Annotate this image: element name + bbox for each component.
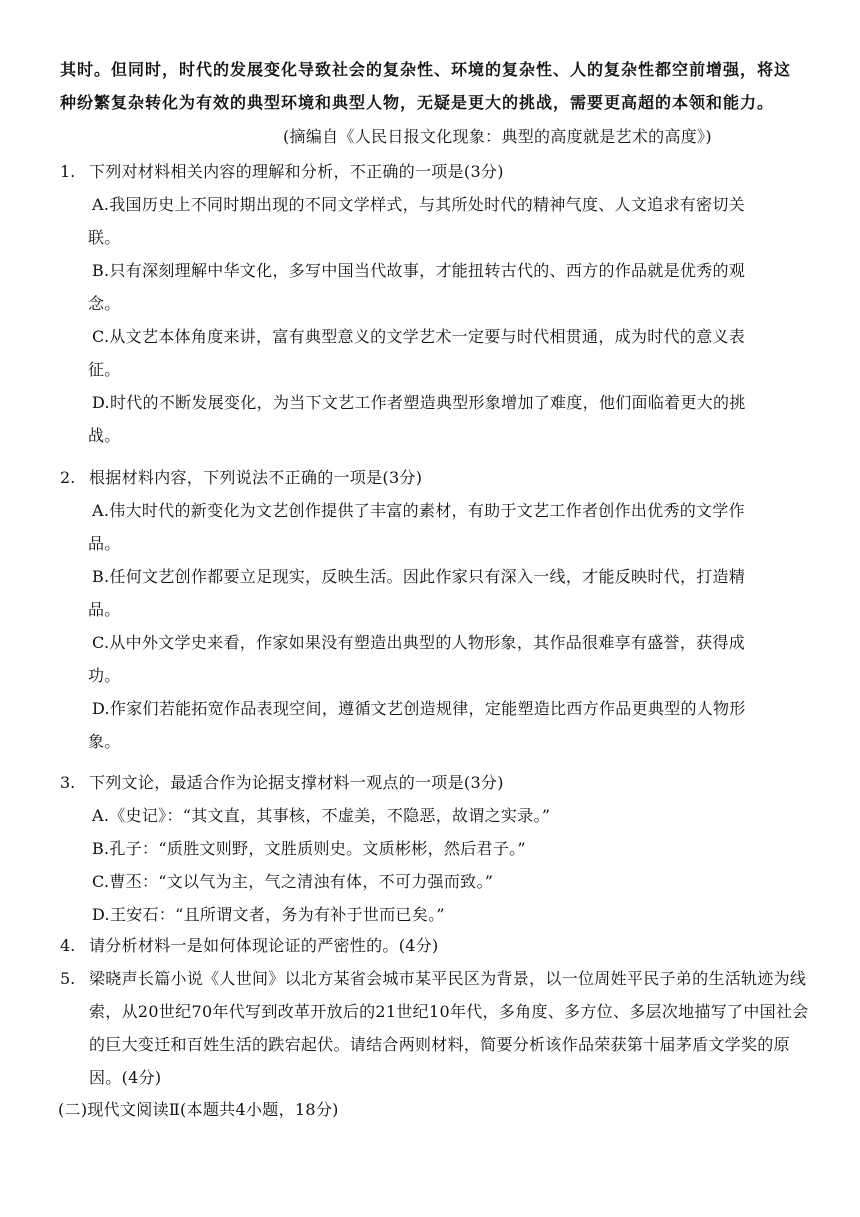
question-3 bbox=[60, 766, 820, 931]
option-d: D.时代的不断发展变化，为当下文艺工作者塑造典型形象增加了难度，他们面临着更大的挑 战。 bbox=[88, 393, 746, 445]
option-c: C.从文艺本体角度来讲，富有典型意义的文学艺术一定要与时代相贯通，成为时代的意义表 征。 bbox=[88, 327, 746, 379]
question-stem: 下列文论，最适合作为论据支撑材料一观点的一项是(3分) bbox=[89, 773, 504, 792]
question-stem: 下列对材料相关内容的理解和分析，不正确的一项是(3分) bbox=[89, 162, 504, 181]
option-b: B.孔子：“质胜文则野，文胜质则史。文质彬彬，然后君子。” bbox=[92, 839, 526, 858]
question-1 bbox=[60, 155, 820, 452]
section-heading: (二)现代文阅读Ⅱ(本题共4小题，18分) bbox=[58, 1100, 339, 1119]
question-number: 4. bbox=[60, 936, 76, 955]
question-number: 1. bbox=[60, 162, 76, 181]
option-a: A.我国历史上不同时期出现的不同文学样式，与其所处时代的精神气度、人文追求有密切关 联。 bbox=[88, 195, 745, 247]
question-stem: 根据材料内容，下列说法不正确的一项是(3分) bbox=[89, 468, 423, 487]
option-c: C.从中外文学史来看，作家如果没有塑造出典型的人物形象，其作品很难享有盛誉，获得成 功。 bbox=[88, 633, 746, 685]
option-b: B.只有深刻理解中华文化，多写中国当代故事，才能扭转古代的、西方的作品就是优秀的观 念。 bbox=[88, 261, 746, 313]
option-d: D.王安石：“且所谓文者，务为有补于世而已矣。” bbox=[92, 905, 445, 924]
question-stem: 请分析材料一是如何体现论证的严密性的。(4分) bbox=[89, 936, 439, 955]
option-b: B.任何文艺创作都要立足现实，反映生活。因此作家只有深入一线，才能反映时代，打造精 品。 bbox=[88, 567, 746, 619]
option-a: A.《史记》：“其文直，其事核，不虚美，不隐恶，故谓之实录。” bbox=[92, 806, 551, 825]
question-5 bbox=[60, 962, 820, 1094]
question-number: 2. bbox=[60, 468, 76, 487]
option-c: C.曹丕：“文以气为主，气之清浊有体，不可力强而致。” bbox=[92, 872, 494, 891]
option-a: A.伟大时代的新变化为文艺创作提供了丰富的素材，有助于文艺工作者创作出优秀的文学作 品。 bbox=[88, 501, 745, 553]
option-d: D.作家们若能拓宽作品表现空间，遵循文艺创造规律，定能塑造比西方作品更典型的人物形 象。 bbox=[88, 699, 746, 751]
passage-ending-paragraph: 其时。但同时，时代的发展变化导致社会的复杂性、环境的复杂性、人的复杂性都空前增强，将这种纷繁复杂转化为有效的典型环境和典型人物，无疑是更大的挑战，需要更高超的本领和能力。 bbox=[60, 60, 792, 112]
question-2 bbox=[60, 461, 820, 758]
question-number: 5. bbox=[60, 969, 76, 988]
question-number: 3. bbox=[60, 773, 76, 792]
question-4 bbox=[60, 929, 820, 962]
question-stem: 梁晓声长篇小说《人世间》以北方某省会城市某平民区为背景，以一位周姓平民子弟的生活轨迹为线索，从20世纪70年代写到改革开放后的21世纪10年代，多角度、多方位、多层次地描写了中国社会的巨大变迁和百姓生活的跌宕起伏。请结合两则材料，简要分析该作品荣获第十届茅盾文学奖的原因。(4分) bbox=[89, 969, 809, 1087]
source-citation: (摘编自《人民日报文化现象：典型的高度就是艺术的高度》) bbox=[283, 127, 712, 146]
